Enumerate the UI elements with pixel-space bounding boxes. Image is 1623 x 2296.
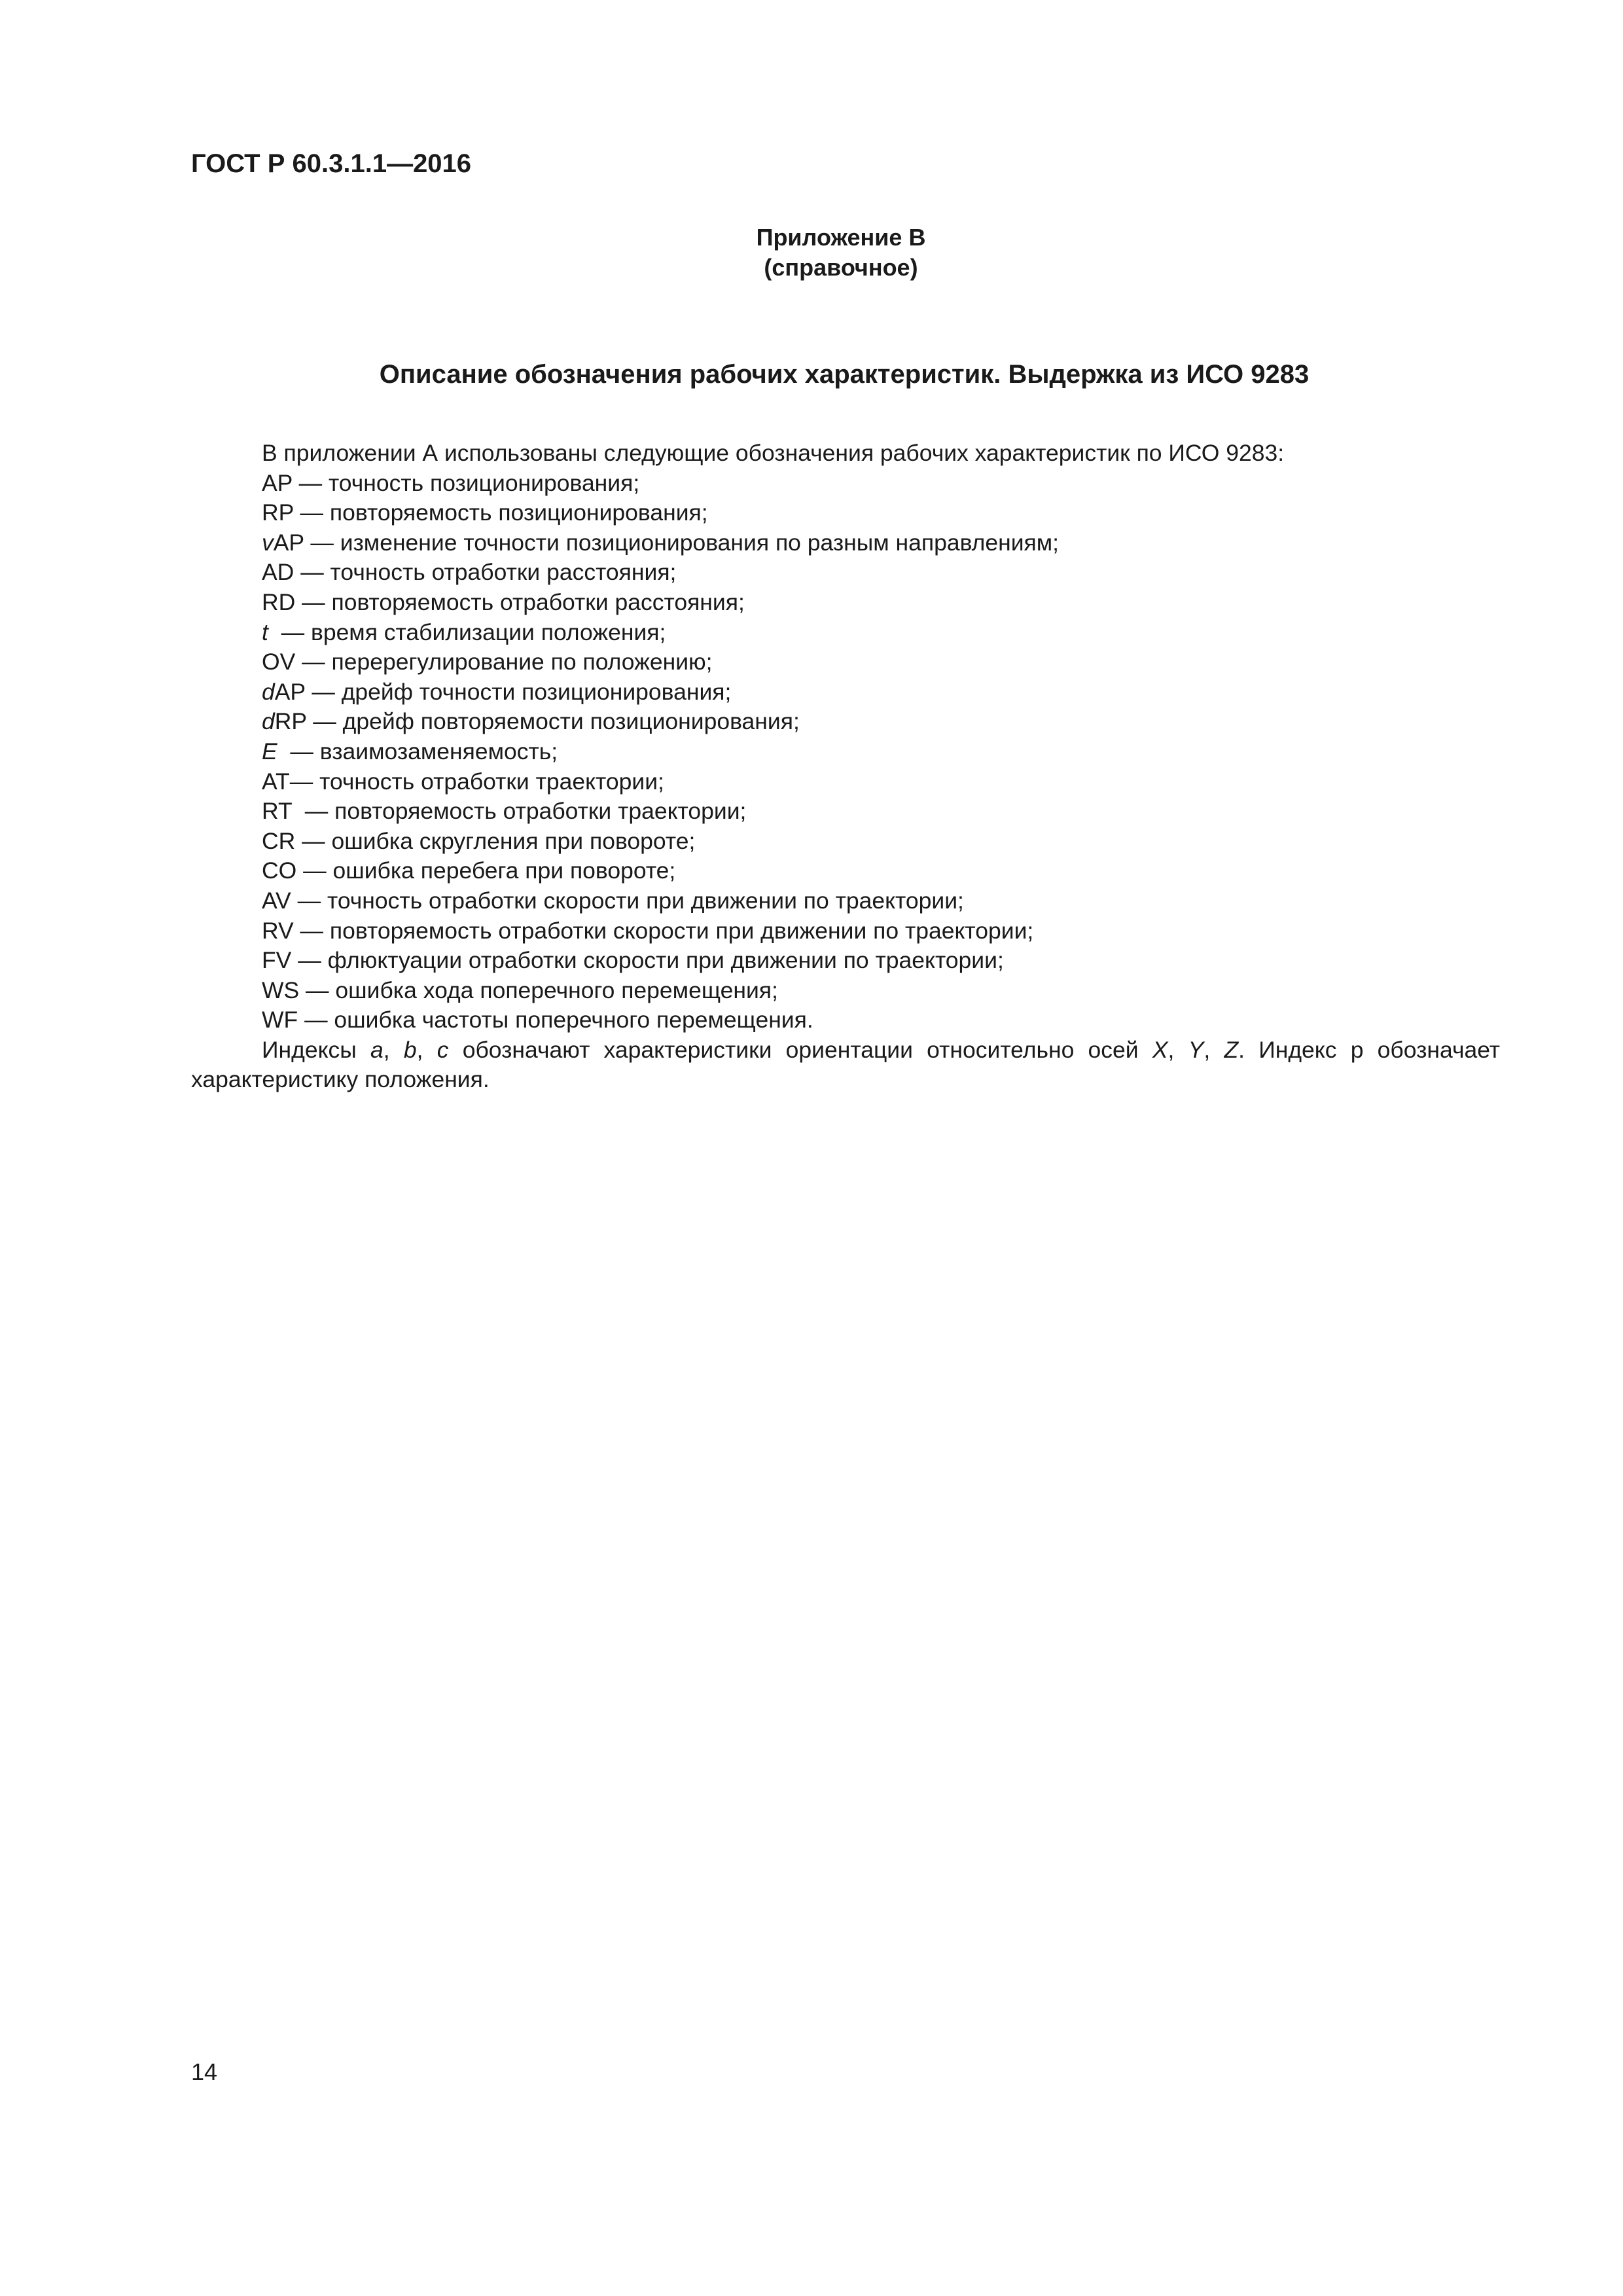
definition-abbreviation: WF	[262, 1007, 298, 1033]
definition-item	[191, 528, 1500, 558]
definition-abbreviation: AD	[262, 559, 294, 586]
definition-item	[191, 767, 1500, 797]
definition-prefix: E	[262, 738, 277, 764]
definition-prefix: d	[262, 678, 275, 705]
definition-abbreviation: RV	[262, 917, 294, 944]
closing-paragraph: Индексы a, b, c обозначают характеристики ориентации относительно осей X, Y, Z. Индекс р обозначает характеристику положения.	[191, 1036, 1501, 1093]
definition-item	[191, 618, 1500, 648]
definition-prefix: v	[262, 529, 274, 556]
definition-abbreviation: AV	[262, 887, 291, 914]
definition-abbreviation: RD	[262, 588, 296, 615]
definition-abbreviation: FV	[262, 947, 292, 974]
definition-text: — ошибка скругления при повороте;	[295, 827, 696, 854]
definition-text: — дрейф точности позиционирования;	[305, 678, 732, 705]
definition-text: — повторяемость отработки траектории;	[292, 798, 747, 825]
definition-text: — точность позиционирования;	[292, 469, 640, 496]
definition-text: — точность отработки скорости при движении по траектории;	[291, 887, 964, 914]
definition-item	[191, 469, 1500, 499]
definition-abbreviation: OV	[262, 649, 296, 675]
definition-item	[191, 1005, 1500, 1035]
definition-abbreviation: WS	[262, 977, 300, 1003]
definition-text: — перерегулирование по положению;	[295, 649, 713, 675]
definition-prefix: t	[262, 619, 268, 645]
definition-item	[191, 558, 1500, 588]
definition-text: — повторяемость отработки расстояния;	[295, 588, 745, 615]
definition-item	[191, 886, 1500, 916]
definition-text: — повторяемость отработки скорости при движении по траектории;	[293, 917, 1034, 944]
definition-text: — ошибка частоты поперечного перемещения.	[298, 1007, 813, 1033]
definition-text: — время стабилизации положения;	[268, 619, 666, 645]
definition-abbreviation: RP	[274, 708, 307, 735]
definition-item	[191, 647, 1500, 677]
definition-text: — точность отработки расстояния;	[294, 559, 677, 586]
definition-item	[191, 856, 1500, 886]
intro-paragraph: В приложении А использованы следующие обозначения рабочих характеристик по ИСО 9283:	[262, 440, 1285, 466]
definition-text: — повторяемость позиционирования;	[293, 499, 708, 526]
appendix-status: (справочное)	[764, 254, 918, 281]
definition-item	[191, 588, 1500, 618]
definition-prefix: d	[262, 708, 275, 735]
definition-abbreviation: AP	[274, 678, 306, 705]
definition-abbreviation: AP	[262, 469, 293, 496]
definition-item	[191, 797, 1500, 827]
definition-item	[191, 976, 1500, 1006]
definition-abbreviation: RP	[262, 499, 294, 526]
definition-text: — взаимозаменяемость;	[277, 738, 558, 764]
appendix-label: Приложение В	[756, 224, 926, 251]
definition-item	[191, 916, 1500, 946]
definition-abbreviation: RT	[262, 798, 293, 825]
definition-text: — изменение точности позиционирования по разным направлениям;	[304, 529, 1060, 556]
definition-text: — точность отработки траектории;	[289, 768, 664, 795]
definition-item	[191, 737, 1500, 767]
definition-item	[191, 498, 1500, 528]
definition-item	[191, 677, 1500, 708]
definition-abbreviation: AP	[273, 529, 304, 556]
definition-abbreviation: CO	[262, 857, 297, 884]
section-title: Описание обозначения рабочих характеристик. Выдержка из ИСО 9283	[379, 360, 1310, 389]
definition-text: — ошибка хода поперечного перемещения;	[299, 977, 778, 1003]
body-text	[191, 439, 1500, 1095]
definition-text: — ошибка перебега при повороте;	[296, 857, 676, 884]
page-number: 14	[191, 2058, 218, 2085]
document-header: ГОСТ Р 60.3.1.1—2016	[191, 149, 472, 178]
definition-text: — дрейф повторяемости позиционирования;	[306, 708, 800, 735]
definition-text: — флюктуации отработки скорости при движении по траектории;	[291, 947, 1004, 974]
definition-item	[191, 946, 1500, 976]
definition-abbreviation: AT	[262, 768, 290, 795]
definitions-list	[191, 469, 1500, 1035]
definition-abbreviation: CR	[262, 827, 296, 854]
definition-item	[191, 707, 1500, 737]
appendix-heading	[0, 223, 1623, 283]
definition-item	[191, 827, 1500, 857]
